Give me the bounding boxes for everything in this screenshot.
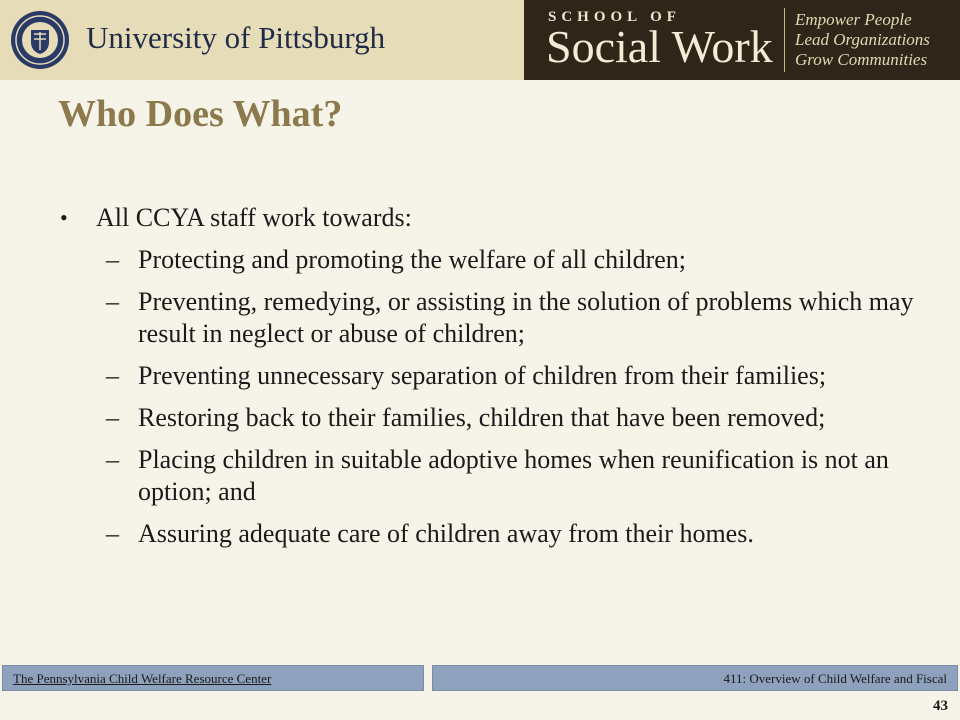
slide-body <box>60 202 920 560</box>
header-divider <box>784 8 785 72</box>
dash-mark: – <box>106 361 119 390</box>
tagline: Empower People <box>795 10 912 29</box>
tagline: Grow Communities <box>795 50 928 69</box>
dash-mark: – <box>106 287 119 316</box>
dash-mark: – <box>106 445 119 474</box>
footer-course-title <box>432 665 958 691</box>
sub-bullet-text: Placing children in suitable adoptive homes when reunification is not an option; and <box>138 445 889 506</box>
sub-bullet-text: Preventing unnecessary separation of children from their families; <box>138 361 827 390</box>
social-work-wordmark: Social Work <box>546 21 773 72</box>
footer-right-text: 411: Overview of Child Welfare and Fiscal <box>723 671 947 686</box>
sub-bullet <box>60 444 920 508</box>
university-seal-icon <box>10 10 70 70</box>
main-bullet <box>60 202 920 234</box>
sub-bullet-list <box>60 244 920 550</box>
footer-resource-center[interactable] <box>2 665 424 691</box>
page-number: 43 <box>933 698 948 714</box>
main-bullet-text: All CCYA staff work towards: <box>96 203 412 232</box>
slide-header <box>0 0 960 80</box>
university-name: University of Pittsburgh <box>86 20 386 55</box>
sub-bullet-text: Protecting and promoting the welfare of all children; <box>138 245 686 274</box>
sub-bullet <box>60 244 920 276</box>
sub-bullet <box>60 518 920 550</box>
school-of-label: SCHOOL OF <box>548 9 681 25</box>
sub-bullet-text: Restoring back to their families, children that have been removed; <box>138 403 826 432</box>
dash-mark: – <box>106 245 119 274</box>
bullet-mark: • <box>60 205 68 230</box>
dash-mark: – <box>106 403 119 432</box>
school-taglines <box>795 10 930 70</box>
sub-bullet <box>60 402 920 434</box>
sub-bullet-text: Assuring adequate care of children away from their homes. <box>138 519 754 548</box>
university-banner <box>0 0 524 80</box>
sub-bullet <box>60 286 920 350</box>
sub-bullet <box>60 360 920 392</box>
dash-mark: – <box>106 519 119 548</box>
slide-title: Who Does What? <box>58 93 343 135</box>
footer-left-text[interactable]: The Pennsylvania Child Welfare Resource Center <box>13 671 272 686</box>
sub-bullet-text: Preventing, remedying, or assisting in the solution of problems which may result in neglect or abuse of children; <box>138 287 914 348</box>
tagline: Lead Organizations <box>795 30 930 49</box>
